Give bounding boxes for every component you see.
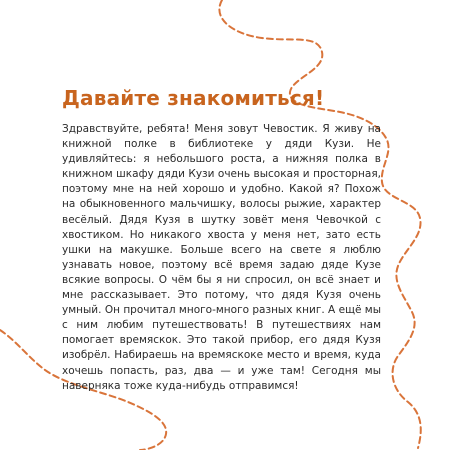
page-title: Давайте знакомиться!: [62, 86, 325, 110]
body-paragraph: Здравствуйте, ребята! Меня зовут Чевостик. Я живу на книжной полке в библиотеке у дяди Кузи. Не удивляйтесь: я небольшого роста, а нижняя полка в книжном шкафу дяди Кузи очень высокая и просторная, поэтому мне на ней хорошо и удобно. Какой я? Похож на обыкновенного мальчишку, волосы рыжие, характер весёлый. Дядя Кузя в шутку зовёт меня Чевочкой с хвостиком. Но никакого хвоста у меня нет, зато есть ушки на макушке. Больше всего на свете я люблю узнавать новое, поэтому всё время задаю дяде Кузе всякие вопросы. О чём бы я ни спросил, он всё знает и мне рассказывает. Это потому, что дядя Кузя очень умный. Он прочитал много-много разных книг. А ещё мы с ним любим путешествовать! В путешествиях нам помогает времяскок. Это такой прибор, его дядя Кузя изобрёл. Набираешь на времяскоке место и время, куда хочешь попасть, раз, два — и уже там! Сегодня мы наверняка тоже куда-нибудь отправимся!: [62, 123, 381, 392]
